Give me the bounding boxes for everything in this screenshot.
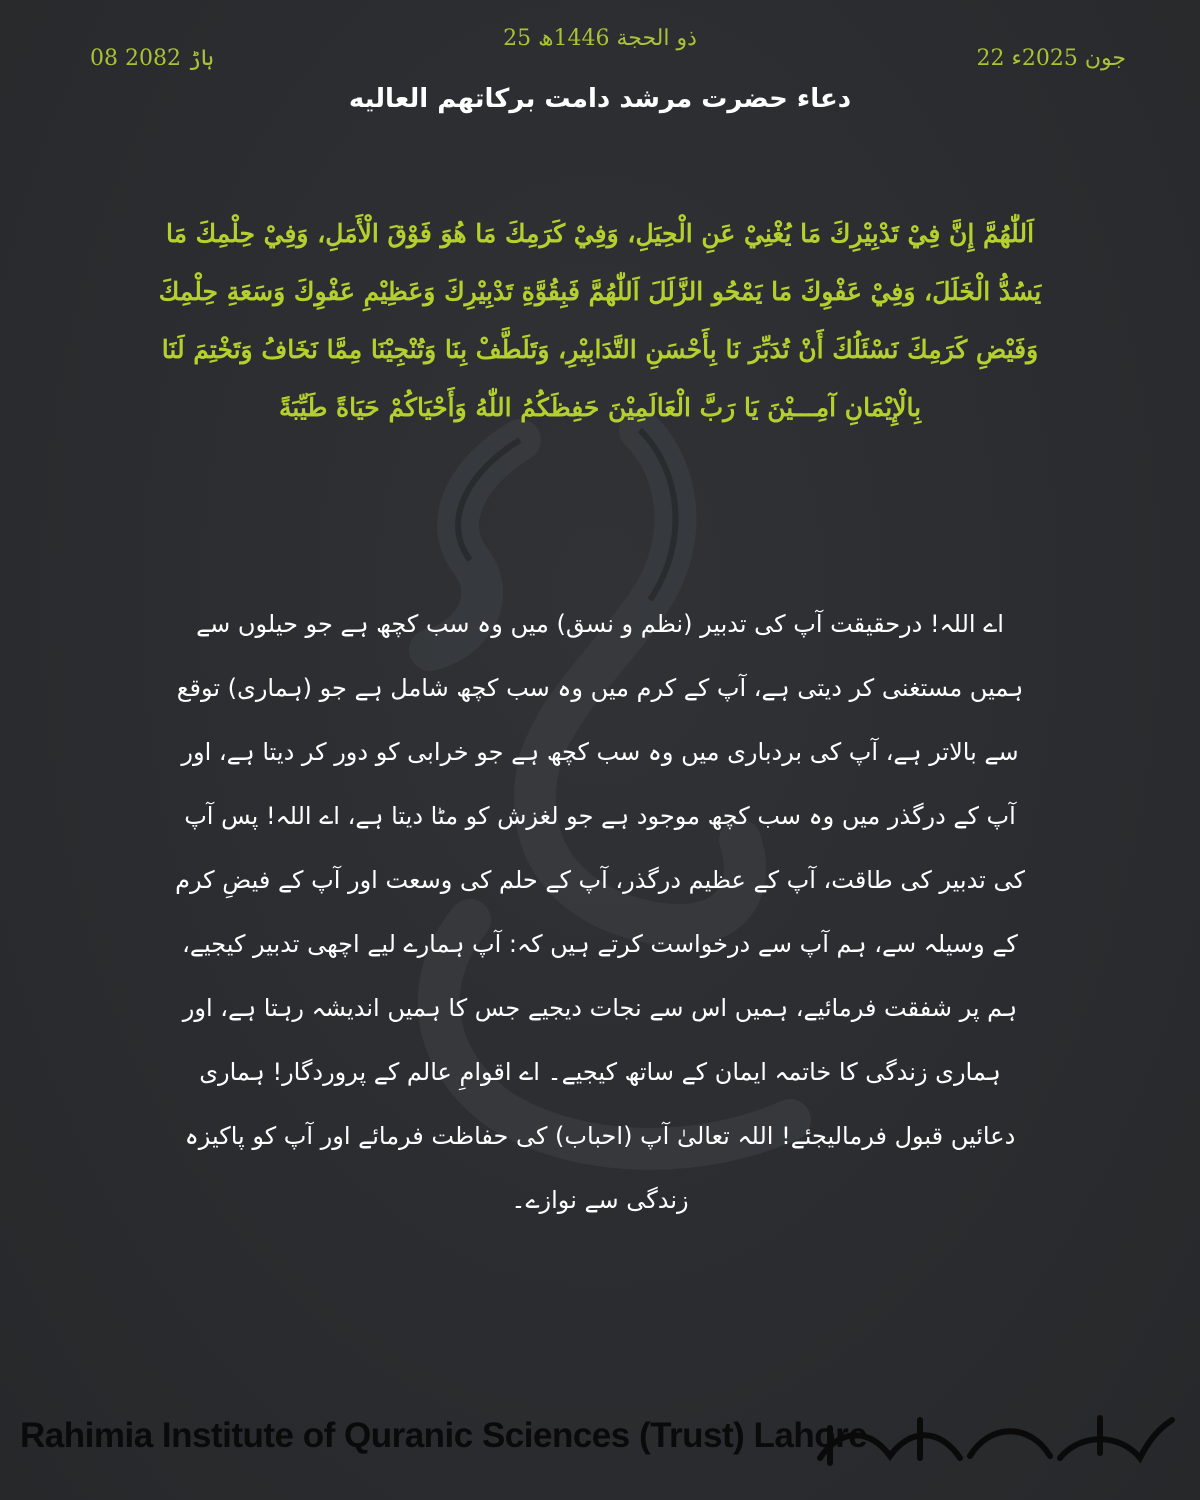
- date-hijri: 25 ذو الحجة 1446ھ: [503, 26, 697, 51]
- date-desi-calendar: 08 ہاڑ 2082: [90, 46, 214, 71]
- date-gregorian: 22 جون 2025ء: [976, 46, 1126, 71]
- dua-arabic-text: اَللّٰهُمَّ إِنَّ فِيْ تَدْبِيْرِكَ مَا يُغْنِيْ عَنِ الْحِيَلِ، وَفِيْ كَرَمِكَ مَا هُوَ فَوْقَ الْأَمَلِ، وَفِيْ حِلْمِكَ مَا يَسُدُّ الْخَلَلَ، وَفِيْ عَفْوِكَ مَا يَمْحُو الزَّلَلَ اَللّٰهُمَّ فَبِقُوَّةِ تَدْبِيْرِكَ وَعَظِيْمِ عَفْوِكَ وَسَعَةِ حِلْمِكَ وَفَيْضِ كَرَمِكَ نَسْئَلُكَ أَنْ تُدَبِّرَ نَا بِأَحْسَنِ التَّدَابِيْرِ، وَتَلَطَّفْ بِنَا وَتُنْجِيْنَا مِمَّا نَخَافُ وَتَخْتِمَ لَنَا بِالْإِيْمَانِ آمِـــيْنَ يَا رَبَّ الْعَالَمِيْنَ حَفِظَكُمُ اللّٰهُ وَأَحْيَاكُمْ حَيَاةً طَيِّبَةً: [158, 219, 1042, 422]
- institute-name-english: Rahimia Institute of Quranic Sciences (Trust) Lahore: [20, 1416, 868, 1455]
- footer: [0, 1408, 1200, 1478]
- dua-urdu-translation: اے اللہ! درحقیقت آپ کی تدبیر (نظم و نسق) میں وہ سب کچھ ہے جو حیلوں سے ہمیں مستغنی کر دیتی ہے، آپ کے کرم میں وہ سب کچھ شامل ہے جو (ہماری) توقع سے بالاتر ہے، آپ کی بردباری میں وہ سب کچھ ہے جو خرابی کو دور کر دیتا ہے، اور آپ کے درگذر میں وہ سب کچھ موجود ہے جو لغزش کو مٹا دیتا ہے، اے اللہ! پس آپ کی تدبیر کی طاقت، آپ کے عظیم درگذر، آپ کے حلم کی وسعت اور آپ کے فیضِ کرم کے وسیلہ سے، ہم آپ سے درخواست کرتے ہیں کہ: آپ ہمارے لیے اچھی تدبیر کیجیے، ہم پر شفقت فرمائیے، ہمیں اس سے نجات دیجیے جس کا ہمیں اندیشہ رہتا ہے، اور ہماری زندگی کا خاتمہ ایمان کے ساتھ کیجیے۔ اے اقوامِ عالم کے پروردگار! ہماری دعائیں قبول فرمالیجئے! اللہ تعالیٰ آپ (احباب) کی حفاظت فرمائے اور آپ کو پاکیزہ زندگی سے نوازے۔: [175, 610, 1025, 1214]
- page-title: دعاء حضرت مرشد دامت برکاتهم العاليه: [348, 84, 852, 114]
- institute-urdu-logo: [800, 1408, 1180, 1474]
